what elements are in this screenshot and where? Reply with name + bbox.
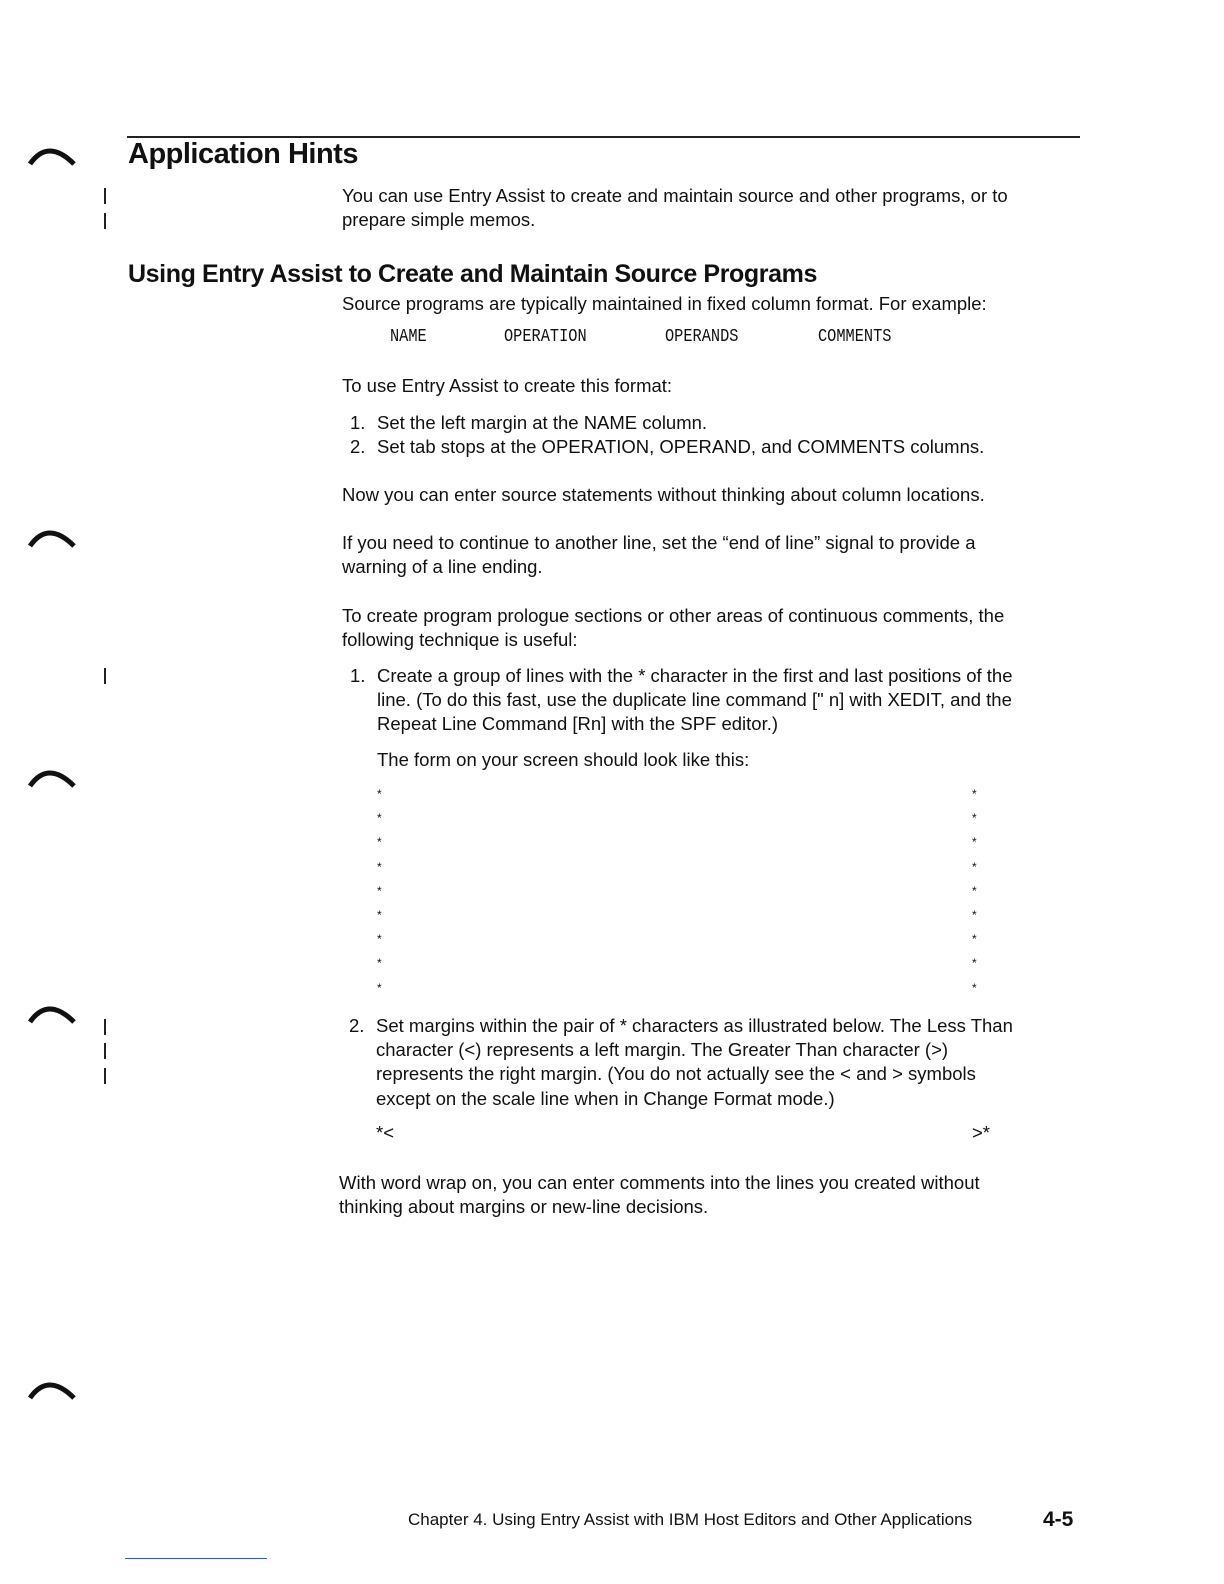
star-left: *	[377, 980, 382, 995]
technique-number: 2.	[349, 1015, 365, 1036]
star-left: *	[377, 956, 382, 971]
binder-hole-icon	[28, 522, 78, 548]
star-left: *	[377, 811, 382, 826]
column-operation: OPERATION	[504, 327, 587, 347]
star-right: *	[972, 908, 977, 922]
binder-hole-icon	[28, 140, 78, 166]
star-right: *	[972, 932, 977, 947]
star-right: *	[972, 859, 977, 874]
closing-line-1: With word wrap on, you can enter comments into the lines you created without	[339, 1172, 980, 1193]
binder-hole-icon	[28, 762, 78, 788]
star-left: *	[377, 932, 382, 947]
revision-bar	[104, 213, 106, 229]
column-operands: OPERANDS	[665, 327, 739, 347]
column-name: NAME	[390, 327, 427, 347]
intro-line-1: You can use Entry Assist to create and maintain source and other programs, or to	[342, 185, 1008, 206]
prologue-line-2: following technique is useful:	[342, 629, 578, 650]
technique-line: Create a group of lines with the * character in the first and last positions of the	[377, 665, 1013, 686]
technique-line: Set margins within the pair of * characters as illustrated below. The Less Than	[376, 1015, 1013, 1036]
technique-line: Repeat Line Command [Rn] with the SPF editor.)	[377, 713, 779, 734]
star-right: *	[972, 835, 977, 850]
star-right: *	[972, 811, 977, 826]
technique-line: represents the right margin. (You do not actually see the < and > symbols	[376, 1063, 976, 1084]
continue-line-2: warning of a line ending.	[342, 556, 543, 577]
footer-chapter: Chapter 4. Using Entry Assist with IBM Host Editors and Other Applications	[408, 1510, 973, 1529]
step-text: Set the left margin at the NAME column.	[377, 412, 708, 433]
use-intro: To use Entry Assist to create this format:	[342, 375, 673, 396]
now-text: Now you can enter source statements without thinking about column locations.	[342, 484, 985, 505]
star-right: *	[972, 956, 977, 971]
continue-line-1: If you need to continue to another line, set the “end of line” signal to provide a	[342, 532, 976, 553]
column-comments: COMMENTS	[818, 327, 892, 347]
bottom-mark	[125, 1558, 267, 1559]
star-left: *	[377, 883, 382, 898]
star-left: *	[377, 859, 382, 874]
revision-bar	[104, 1068, 106, 1084]
form-text: The form on your screen should look like this:	[377, 749, 750, 770]
step-text: Set tab stops at the OPERATION, OPERAND, and COMMENTS columns.	[377, 436, 985, 457]
technique-line: character (<) represents a left margin. The Greater Than character (>)	[376, 1039, 949, 1060]
revision-bar	[104, 668, 106, 684]
star-left: *	[377, 787, 382, 801]
star-right: *	[972, 787, 977, 801]
revision-bar	[104, 1043, 106, 1059]
subsection-title: Using Entry Assist to Create and Maintain Source Programs	[128, 260, 817, 288]
star-right: *	[972, 980, 977, 995]
star-right: *	[972, 883, 977, 898]
revision-bar	[104, 1019, 106, 1035]
technique-number: 1.	[350, 665, 366, 686]
margin-left-marker: *<	[376, 1122, 395, 1143]
star-left: *	[377, 835, 382, 850]
intro-line-2: prepare simple memos.	[342, 209, 536, 230]
prologue-line-1: To create program prologue sections or other areas of continuous comments, the	[342, 605, 1005, 626]
footer-page-number: 4-5	[1043, 1508, 1074, 1531]
binder-hole-icon	[28, 1374, 78, 1400]
margin-right-marker: >*	[972, 1122, 991, 1143]
step-number: 1.	[350, 412, 366, 433]
step-number: 2.	[350, 436, 366, 457]
revision-bar	[104, 188, 106, 204]
technique-line: except on the scale line when in Change Format mode.)	[376, 1088, 835, 1109]
lead-text: Source programs are typically maintained in fixed column format. For example:	[342, 293, 987, 314]
technique-line: line. (To do this fast, use the duplicate line command [" n] with XEDIT, and the	[377, 689, 1012, 710]
binder-hole-icon	[28, 998, 78, 1024]
closing-line-2: thinking about margins or new-line decisions.	[339, 1196, 709, 1217]
star-left: *	[377, 908, 382, 922]
section-title: Application Hints	[128, 138, 358, 170]
